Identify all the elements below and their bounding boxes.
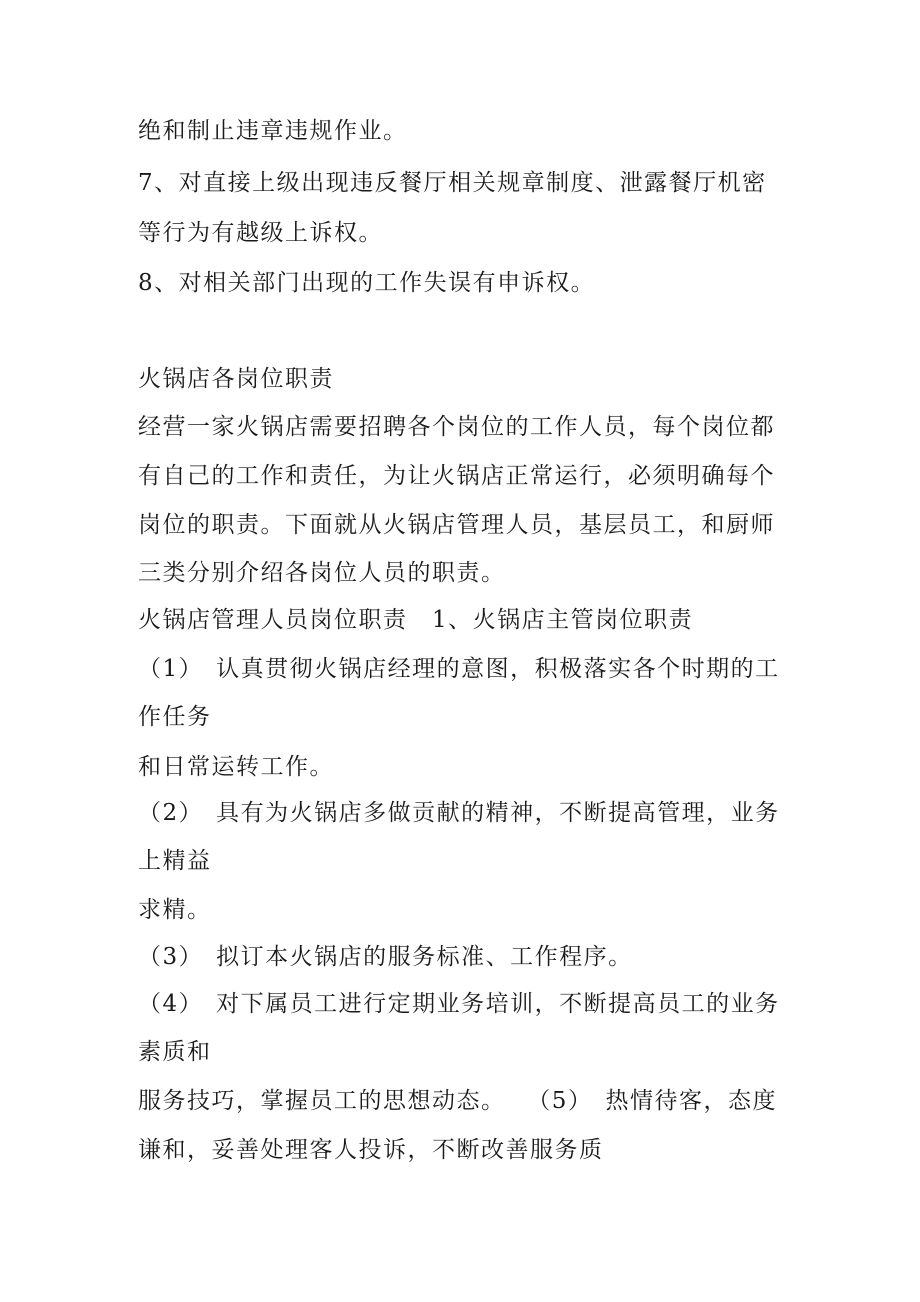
text-line: 有自己的工作和责任，为让火锅店正常运行，必须明确每个 <box>138 463 775 489</box>
list-item-continuation: 素质和 <box>138 1039 212 1065</box>
text-line: 绝和制止违章违规作业。 <box>138 118 408 144</box>
text-line: 经营一家火锅店需要招聘各个岗位的工作人员，每个岗位都 <box>138 414 775 440</box>
section-heading: 火锅店各岗位职责 <box>138 366 334 392</box>
list-item: （1） 认真贯彻火锅店经理的意图，积极落实各个时期的工 <box>138 656 780 682</box>
list-item: （3） 拟订本火锅店的服务标准、工作程序。 <box>138 944 633 970</box>
list-item: （4） 对下属员工进行定期业务培训，不断提高员工的业务 <box>138 991 780 1017</box>
list-item-continuation: 求精。 <box>138 897 212 923</box>
list-item-continuation: 上精益 <box>138 848 212 874</box>
list-item: （2） 具有为火锅店多做贡献的精神，不断提高管理，业务 <box>138 800 780 826</box>
list-item-continuation: 谦和，妥善处理客人投诉，不断改善服务质 <box>138 1137 604 1163</box>
text-line: 岗位的职责。下面就从火锅店管理人员，基层员工，和厨师 <box>138 512 775 538</box>
subsection-heading: 火锅店管理人员岗位职责 1、火锅店主管岗位职责 <box>138 607 694 633</box>
list-item: 服务技巧，掌握员工的思想动态。 （5） 热情待客，态度 <box>138 1088 777 1114</box>
list-item-continuation: 和日常运转工作。 <box>138 754 334 780</box>
list-item-continuation: 作任务 <box>138 704 212 730</box>
text-line: 7、对直接上级出现违反餐厅相关规章制度、泄露餐厅机密 <box>138 170 767 196</box>
text-line: 等行为有越级上诉权。 <box>138 220 383 246</box>
text-line: 8、对相关部门出现的工作失误有申诉权。 <box>138 270 596 296</box>
text-line: 三类分别介绍各岗位人员的职责。 <box>138 560 506 586</box>
